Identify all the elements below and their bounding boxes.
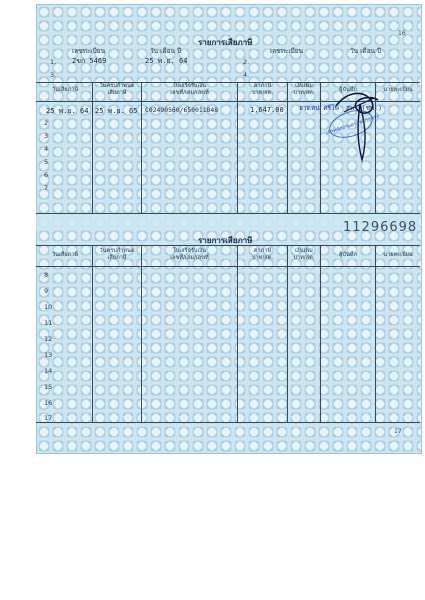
row-number-15: 15 — [44, 383, 53, 391]
grid-line — [141, 82, 142, 213]
entry-paid-date: 25 พ.ย. 64 — [46, 107, 89, 115]
row-number-16: 16 — [44, 399, 53, 407]
grid-line — [320, 245, 321, 422]
col-label-reg: เลขทะเบียน — [72, 47, 106, 55]
header-due-date: วันครบกำหนด เสียภาษี — [99, 83, 135, 96]
header-registrar: นายทะเบียน — [383, 252, 413, 258]
row-number-17: 17 — [44, 414, 53, 422]
section-title-top: รายการเสียภาษี — [198, 38, 253, 47]
row-number-3: 3 — [44, 132, 49, 140]
header-paid-date: วันเสียภาษี — [51, 252, 79, 258]
grid-line — [92, 245, 93, 422]
header-recorder: ผู้บันทึก — [339, 252, 357, 258]
header-paid-date: วันเสียภาษี — [51, 87, 79, 93]
header-registrar: นายทะเบียน — [383, 87, 413, 93]
plate-num-2: 2. — [243, 58, 250, 66]
row-number-7: 7 — [44, 184, 49, 192]
row-number-12: 12 — [44, 335, 53, 343]
col-label-reg2: เลขทะเบียน — [270, 47, 304, 55]
row-number-5: 5 — [44, 158, 49, 166]
entry-tax: 1,647.00 — [250, 106, 284, 114]
table-bottom-border — [36, 422, 420, 423]
table-header-divider — [36, 266, 420, 267]
entry-receipt: C02490560/650011848 — [145, 106, 219, 114]
grid-line — [237, 245, 238, 422]
plate-reg-1: 2ขก 5469 — [72, 57, 107, 65]
plate-num-1: 1. — [50, 58, 57, 66]
page-number-top: 16 — [398, 30, 406, 37]
row-number-2: 2 — [44, 119, 49, 127]
col-label-date: วัน เดือน ปี — [150, 47, 182, 55]
row-number-13: 13 — [44, 351, 53, 359]
header-due-date: วันครบกำหนด เสียภาษี — [99, 248, 135, 261]
entry-due-date: 25 พ.ย. 65 — [95, 107, 138, 115]
header-tax: ค่าภาษี บาท/สต. — [251, 248, 274, 261]
col-label-date2: วัน เดือน ปี — [350, 47, 382, 55]
header-recorder: ผู้บันทึก — [339, 87, 357, 93]
header-tax: ค่าภาษี บาท/สต. — [251, 83, 274, 96]
row-number-6: 6 — [44, 171, 49, 179]
grid-line — [375, 245, 376, 422]
grid-line — [287, 82, 288, 213]
plate-num-4: 4. — [243, 71, 250, 79]
row-number-11: 11 — [44, 319, 53, 327]
header-surcharge: เงินเพิ่ม บาท/สต. — [293, 83, 315, 96]
plate-date-1: 25 พ.ย. 64 — [145, 57, 188, 65]
header-receipt: ใบเสร็จรับเงิน เลขที่/เล่ม/เลขที่ — [170, 83, 209, 96]
grid-line — [287, 245, 288, 422]
serial-number: 11296698 — [343, 220, 418, 235]
plate-num-3: 3. — [50, 71, 57, 79]
header-surcharge: เงินเพิ่ม บาท/สต. — [293, 248, 315, 261]
grid-line — [320, 82, 321, 213]
table-top-border — [36, 245, 420, 246]
entry-registrar: สพ.ร(ชพ.) — [346, 104, 383, 112]
grid-line — [141, 245, 142, 422]
stamp-text: เจ้าพนักงานตรวจสภาพรถ — [325, 113, 381, 137]
row-number-9: 9 — [44, 287, 49, 295]
row-number-10: 10 — [44, 303, 53, 311]
grid-line — [92, 82, 93, 213]
header-receipt: ใบเสร็จรับเงิน เลขที่/เล่ม/เลขที่ — [170, 248, 209, 261]
row-number-4: 4 — [44, 145, 49, 153]
entry-recorder: ฮาดหน่ ศรีโพ — [299, 104, 339, 112]
page-number-bottom: 17 — [394, 428, 402, 435]
grid-line — [237, 82, 238, 213]
row-number-14: 14 — [44, 367, 53, 375]
row-number-8: 8 — [44, 271, 49, 279]
section-title-bottom: รายการเสียภาษี — [198, 236, 253, 245]
